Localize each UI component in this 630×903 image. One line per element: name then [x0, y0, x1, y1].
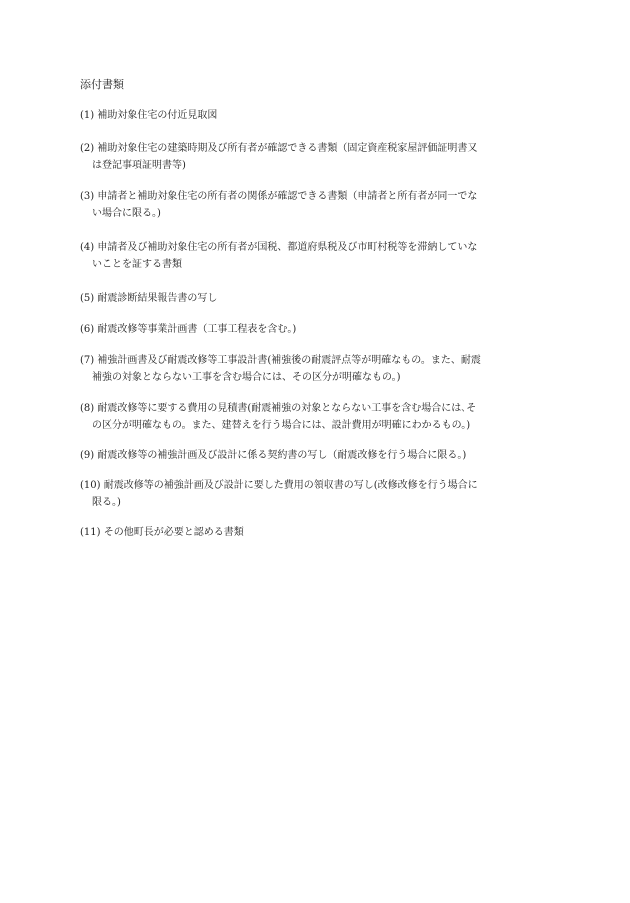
list-item-line [80, 447, 555, 464]
list-item-text: 補助対象住宅の建築時期及び所有者が確認できる書類（固定資産税家屋評価証明書又 [97, 143, 478, 154]
list-item-number: (3) [80, 191, 95, 202]
list-item-continuation: の区分が明確なもの。また、建替えを行う場合には、設計費用が明確にわかるもの。) [92, 420, 471, 431]
list-item [80, 239, 555, 273]
list-item [80, 107, 555, 124]
list-item [80, 400, 555, 434]
list-item-continuation: いことを証する書類 [92, 259, 182, 270]
list-item-number: (11) [80, 527, 101, 538]
list-item [80, 524, 555, 541]
list-item-line [80, 400, 555, 417]
list-item [80, 188, 555, 222]
list-item-continuation: い場合に限る。) [92, 208, 161, 219]
list-item-continuation: 補強の対象とならない工事を含む場合には、その区分が明確なもの。) [92, 372, 401, 383]
list-item-number: (1) [80, 110, 95, 121]
list-item-text: 補強計画書及び耐震改修等工事設計書(補強後の耐震評点等が明確なもの。また、耐震 [97, 355, 481, 366]
list-item [80, 140, 555, 174]
list-item-number: (8) [80, 403, 95, 414]
list-item-number: (5) [80, 293, 95, 304]
document-heading: 添付書類 [80, 78, 124, 91]
list-item-line [80, 524, 555, 541]
list-item-text: 耐震改修等事業計画書（工事工程表を含む。) [97, 324, 297, 335]
list-item-number: (6) [80, 324, 95, 335]
list-item-text: 申請者及び補助対象住宅の所有者が国税、都道府県税及び市町村税等を滞納していな [97, 242, 478, 253]
list-item-text: 補助対象住宅の付近見取図 [97, 110, 218, 121]
list-item-line [80, 188, 555, 205]
list-item-text: 申請者と補助対象住宅の所有者の関係が確認できる書類（申請者と所有者が同一でな [97, 191, 478, 202]
list-item [80, 447, 555, 464]
list-item [80, 321, 555, 338]
list-item-line [80, 140, 555, 157]
list-item [80, 352, 555, 386]
list-item-line [80, 290, 555, 307]
list-item-line [80, 239, 555, 256]
list-item-continuation: は登記事項証明書等) [92, 160, 186, 171]
list-item-text: 耐震改修等に要する費用の見積書(耐震補強の対象とならない工事を含む場合には､そ [97, 403, 477, 414]
list-item-text: 耐震診断結果報告書の写し [97, 293, 218, 304]
list-item-number: (2) [80, 143, 95, 154]
list-item [80, 290, 555, 307]
list-item-line [80, 352, 555, 369]
list-item-line [80, 107, 555, 124]
list-item-number: (7) [80, 355, 95, 366]
list-item-number: (4) [80, 242, 95, 253]
list-item-text: 耐震改修等の補強計画及び設計に係る契約書の写し（耐震改修を行う場合に限る。) [97, 450, 467, 461]
list-item-number: (10) [80, 480, 101, 491]
list-item-number: (9) [80, 450, 95, 461]
list-item-line [80, 321, 555, 338]
list-item-continuation: 限る。) [92, 497, 121, 508]
list-item-line [80, 477, 555, 494]
list-item-text: その他町長が必要と認める書類 [103, 527, 244, 538]
list-item-text: 耐震改修等の補強計画及び設計に要した費用の領収書の写し(改修改修を行う場合に [103, 480, 478, 491]
list-item [80, 477, 555, 511]
